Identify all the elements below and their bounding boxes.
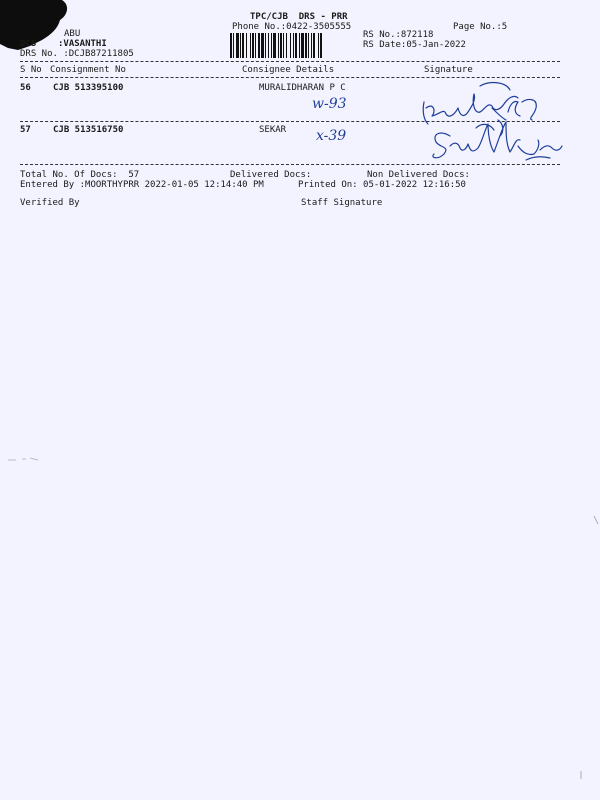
handwritten-note: w-93 xyxy=(312,96,347,112)
scan-speck xyxy=(578,770,584,780)
handwritten-note: x-39 xyxy=(316,128,347,144)
rs-date: RS Date:05-Jan-2022 xyxy=(363,40,466,50)
total-docs: Total No. Of Docs: 57 xyxy=(20,170,140,180)
name-line-2-prefix: DCS xyxy=(20,39,37,49)
row-consignee: MURALIDHARAN P C xyxy=(259,83,346,93)
name-line-1: ABU xyxy=(64,29,81,39)
entered-by: Entered By :MOORTHYPRR 2022-01-05 12:14:40 PM xyxy=(20,180,264,190)
barcode xyxy=(230,33,356,58)
column-consignee: Consignee Details xyxy=(242,65,335,75)
verified-by: Verified By xyxy=(20,198,80,208)
delivered-docs: Delivered Docs: xyxy=(230,170,312,180)
column-consignment: Consignment No xyxy=(50,65,126,75)
scan-speck xyxy=(8,454,40,464)
column-signature: Signature xyxy=(424,65,473,75)
phone-number: Phone No.:0422-3505555 xyxy=(232,22,352,32)
delivery-staff-name: :VASANTHI xyxy=(58,39,107,49)
row-sno: 57 xyxy=(20,125,31,135)
column-sno: S No xyxy=(20,65,42,75)
row-sno: 56 xyxy=(20,83,31,93)
divider xyxy=(20,61,560,62)
printed-on: Printed On: 05-01-2022 12:16:50 xyxy=(298,180,466,190)
divider xyxy=(20,164,560,165)
row-consignment-no: CJB 513516750 xyxy=(53,125,124,135)
rs-number: RS No.:872118 xyxy=(363,30,434,40)
report-title: TPC/CJB DRS - PRR xyxy=(250,12,348,22)
handwritten-signature xyxy=(410,72,570,177)
non-delivered-docs: Non Delivered Docs: xyxy=(367,170,470,180)
page-number: Page No.:5 xyxy=(453,22,508,32)
row-consignment-no: CJB 513395100 xyxy=(53,83,124,93)
staff-signature: Staff Signature xyxy=(301,198,383,208)
row-consignee: SEKAR xyxy=(259,125,287,135)
drs-number: DRS No. :DCJB87211805 xyxy=(20,49,134,59)
scan-speck xyxy=(592,514,600,526)
